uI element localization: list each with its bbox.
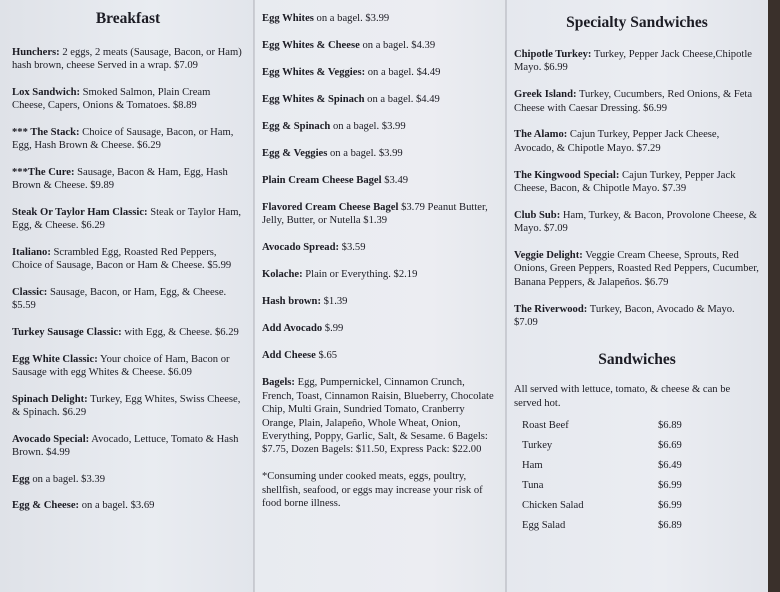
menu-item [12,206,244,233]
sandwich-price: $6.99 [658,480,682,492]
menu-item-description: Your choice of Ham, Bacon or Sausage with egg Whites & Cheese. $6.09 [12,353,230,378]
sandwich-name: Chicken Salad [522,500,584,512]
sandwich-name: Roast Beef [522,420,569,432]
menu-item [12,46,244,73]
menu-item-name: Egg White Classic: [12,353,98,365]
menu-item-description: Cajun Turkey, Pepper Jack Cheese, Avocado, & Chipotle Mayo. $7.29 [514,129,720,154]
menu-item-name: Avocado Spread: [262,242,340,254]
menu-item [262,268,498,281]
menu-item-description: $.99 [322,323,344,335]
menu-item [262,349,498,362]
menu-item-name: Egg Whites & Spinach [262,94,365,105]
menu-item-name: Bagels: [262,377,295,389]
sandwiches-intro: All served with lettuce, tomato, & cheese & can be served hot. [514,384,731,409]
menu-item-name: Classic: [12,287,48,298]
menu-item-name: Hash brown: [262,296,321,308]
menu-item-name: Greek Island: [514,89,577,101]
menu-item-description: on a bagel. $4.49 [365,67,441,78]
menu-item-description: Scrambled Egg, Roasted Red Peppers, Choice of Sausage, Bacon or Ham & Cheese. $5.99 [12,247,232,272]
menu-item-name: Add Cheese [262,350,316,362]
menu-item-name: Egg & Spinach [262,121,331,132]
menu-item-description: Turkey, Pepper Jack Cheese,Chipotle Mayo. $6.99 [514,49,752,74]
fold-line [505,0,507,592]
menu-item [262,174,498,187]
menu-item-name: ***The Cure: [12,167,75,178]
menu-item-name: The Kingwood Special: [514,169,620,181]
menu-item-description: $.65 [315,350,338,362]
menu-item-description: $3.79 Peanut Butter, Jelly, Butter, or Nutella $1.39 [262,202,488,227]
sandwich-price-list [514,420,760,540]
menu-item [262,295,498,308]
menu-item [12,433,244,460]
menu-item-description: Ham, Turkey, & Bacon, Provolone Cheese, & Mayo. $7.09 [514,209,757,235]
menu-item-description: Sausage, Bacon, or Ham, Egg, & Cheese. $5.59 [12,287,227,312]
menu-item-description: Turkey, Egg Whites, Swiss Cheese, & Spinach. $6.29 [12,393,241,418]
menu-item-description: Plain or Everything. $2.19 [302,269,418,281]
menu-item-name: Lox Sandwich: [12,87,80,98]
menu-item-name: Veggie Delight: [514,250,583,262]
menu-item-description: Turkey, Cucumbers, Red Onions, & Feta Cheese with Caesar Dressing. $6.99 [514,89,753,114]
menu-item-description: Avocado, Lettuce, Tomato & Hash Brown. $4.99 [12,433,239,458]
sandwich-price: $6.89 [658,420,682,432]
menu-item-name: The Alamo: [514,129,568,141]
menu-item-description: Cajun Turkey, Pepper Jack Cheese, Bacon, & Chipotle Mayo. $7.39 [514,169,736,195]
menu-item-name: Club Sub: [514,209,561,221]
menu-item-name: The Riverwood: [514,303,588,315]
sandwich-price: $6.99 [658,500,682,512]
menu-item [12,326,244,339]
menu-item [262,241,498,254]
menu-item-name: Egg & Veggies [262,148,328,159]
menu-item-description: Sausage, Bacon & Ham, Egg, Hash Brown & Cheese. $9.89 [12,167,228,192]
bagel-list [262,12,498,457]
menu-item-name: Hunchers: [12,47,60,58]
menu-item [12,166,244,193]
specialty-panel [506,0,768,592]
menu-item [262,66,498,79]
menu-item-name: Add Avocado [262,323,323,335]
menu-item [514,88,760,115]
menu-item-description: with Egg, & Cheese. $6.29 [121,327,239,338]
bagels-panel [254,0,506,592]
sandwich-name: Egg Salad [522,520,566,532]
menu-item [12,473,244,486]
sandwich-name: Ham [522,460,543,472]
menu-item-description: $3.49 [381,175,409,186]
menu-item [262,147,498,160]
menu-item-description: $3.59 [339,242,366,254]
menu-item-name: Avocado Special: [12,433,90,445]
menu-item-description: Choice of Sausage, Bacon, or Ham, Egg, Hash Brown & Cheese. $6.29 [12,127,234,152]
menu-item-description: Egg, Pumpernickel, Cinnamon Crunch, French, Toast, Cinnamon Raisin, Blueberry, Chocolate Chip, Multi Grain, Sundried Tomato, Cranberry Orange, Plain, Jalapeño, Whole Wheat, Onion, Everything, Poppy, Garlic, Salt, & Sesame. 6 Bagels: $7.75, Dozen Bagels: $11.50, Express Pack: $22.00 [262,377,494,456]
menu-item [262,201,498,228]
specialty-list [514,48,760,329]
menu-item-name: Italiano: [12,247,51,258]
menu-item-name: Flavored Cream Cheese Bagel [262,202,399,213]
menu-item [12,353,244,380]
fold-line [253,0,255,592]
menu-item [12,86,244,113]
menu-item-description: on a bagel. $3.99 [313,13,390,24]
menu-item-name: Plain Cream Cheese Bagel [262,175,382,186]
menu-item [12,126,244,153]
menu-item-description: on a bagel. $3.69 [79,500,155,512]
menu-item [262,376,498,456]
sandwich-name: Tuna [522,480,544,492]
menu-item [262,120,498,133]
menu-item-description: Smoked Salmon, Plain Cream Cheese, Capers, Onions & Tomatoes. $8.89 [12,87,211,112]
menu-item-description: on a bagel. $3.39 [29,473,105,485]
breakfast-heading: Breakfast [95,10,161,27]
food-safety-note: *Consuming under cooked meats, eggs, poultry, shellfish, seafood, or eggs may increase your risk of food borne illness. [262,471,483,510]
sandwich-price: $6.69 [658,440,682,452]
menu-item [262,322,498,335]
sandwich-price: $6.49 [658,460,682,472]
menu-item-description: on a bagel. $4.49 [364,94,440,105]
menu-item [514,209,760,236]
menu-item [12,499,244,512]
menu-item [12,286,244,313]
sandwich-name: Turkey [522,440,553,452]
menu-item-description: $1.39 [320,296,348,308]
menu-item [262,39,498,52]
menu-item-description: 2 eggs, 2 meats (Sausage, Bacon, or Ham) hash brown, cheese Served in a wrap. $7.09 [12,47,242,72]
breakfast-list [12,46,244,513]
breakfast-panel [0,0,254,592]
menu-item-name: Chipotle Turkey: [514,49,592,60]
menu-item-description: on a bagel. $3.99 [327,148,403,159]
menu-item [262,93,498,106]
menu-item-name: Spinach Delight: [12,393,88,405]
table-edge [768,0,780,592]
sandwiches-heading: Sandwiches [598,351,676,369]
menu-item [514,169,760,196]
menu-item-description: on a bagel. $3.99 [330,121,406,132]
menu-item-name: *** The Stack: [12,127,80,138]
menu-item-description: Veggie Cream Cheese, Sprouts, Red Onions, Green Peppers, Roasted Red Peppers, Cucumber, Banana Peppers, & Jalapeños. $6.79 [514,250,759,288]
menu-item-description: Turkey, Bacon, Avocado & Mayo. $7.09 [514,303,735,329]
menu-item-name: Egg [12,473,30,485]
menu-item-description: Steak or Taylor Ham, Egg, & Cheese. $6.29 [12,207,242,232]
sandwich-price: $6.89 [658,520,682,532]
specialty-heading: Specialty Sandwiches [566,14,708,31]
menu-item [514,249,760,289]
menu-item [12,393,244,420]
menu-item-name: Kolache: [262,269,303,281]
menu-item-name: Egg Whites & Veggies: [262,67,366,78]
menu-item-name: Egg Whites & Cheese [262,40,360,51]
menu-item-name: Turkey Sausage Classic: [12,327,122,338]
menu-item [514,303,760,330]
menu-item-description: on a bagel. $4.39 [359,40,436,51]
menu-item [262,12,498,25]
menu-item-name: Egg & Cheese: [12,500,80,512]
menu-item-name: Steak Or Taylor Ham Classic: [12,207,148,218]
menu-item [514,48,760,75]
menu-item-name: Egg Whites [262,13,314,24]
menu-item [514,128,760,155]
menu-item [12,246,244,273]
